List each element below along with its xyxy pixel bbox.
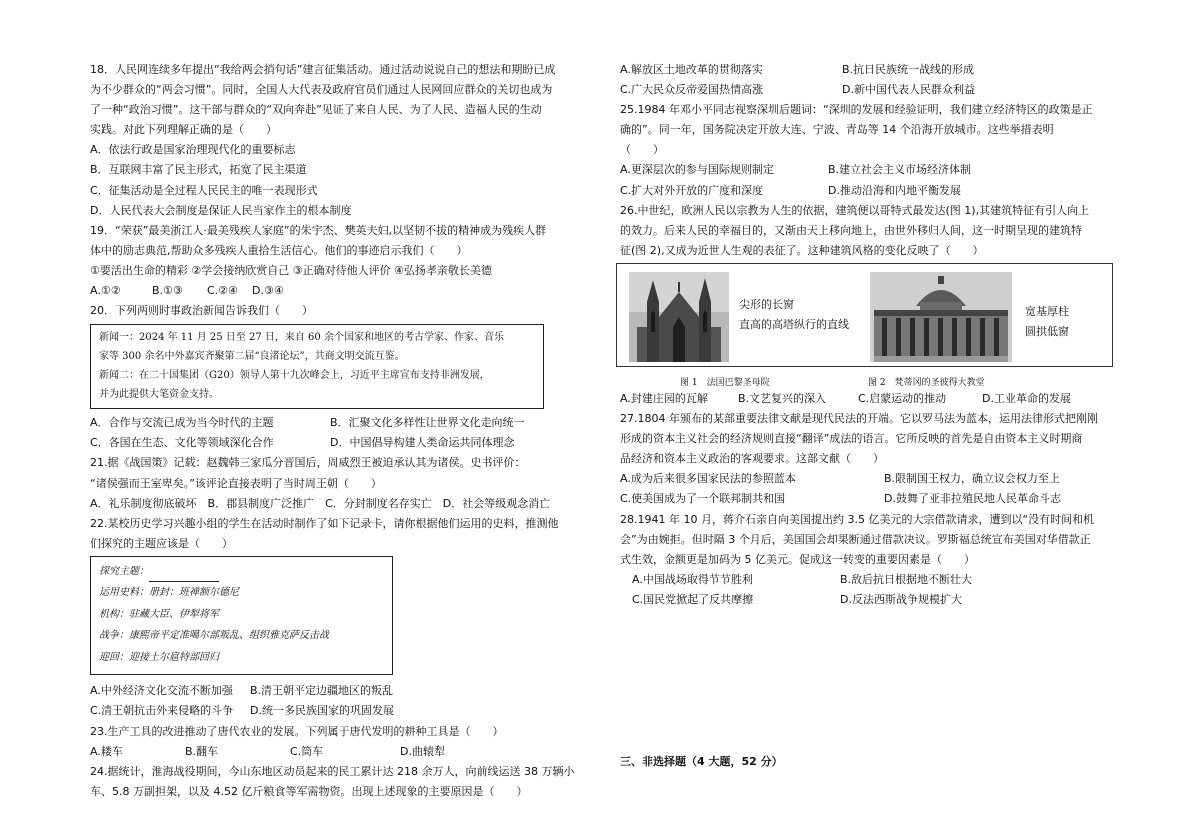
question-19 [90, 221, 582, 301]
question-25-option-a: A.更深层次的参与国际规则制定 [620, 163, 774, 177]
question-27-option-a: A.成为后来很多国家民法的参照蓝本 [620, 472, 796, 486]
question-23-option-c: C.筒车 [290, 744, 324, 758]
question-20-option-d: D．中国倡导构建人类命运共同体理念 [330, 436, 515, 450]
question-27-option-b: B.限制国王权力，确立议会权力至上 [884, 472, 1061, 486]
news-box [90, 324, 544, 409]
question-23-options [90, 742, 582, 762]
figure-captions [620, 367, 1110, 389]
record-card [90, 556, 393, 676]
question-25 [620, 100, 1110, 200]
question-27-option-c: C.使美国成为了一个联邦制共和国 [620, 492, 786, 506]
st-peters-basilica-image [870, 272, 1012, 362]
question-22-option-c: C.清王朝抗击外来侵略的斗争 [90, 704, 234, 718]
question-27-options-row-2 [620, 489, 1110, 509]
news-line-3: 新闻二：在二十国集团（G20）领导人第十九次峰会上，习近平主席宣布支持非洲发展， [99, 370, 490, 382]
question-26-option-b: B.文艺复兴的深入 [738, 391, 827, 405]
question-23-option-d: D.曲辕犁 [400, 744, 445, 758]
question-27-options-row-1 [620, 469, 1110, 489]
figure-1-label-line-1: 尖形的长窗 [739, 297, 794, 311]
question-28-options-row-1 [620, 570, 1110, 590]
question-28-option-c: C.国民党掀起了反共摩擦 [632, 592, 754, 606]
record-card-row-3: 战争：康熙帝平定准噶尔部叛乱、组织雅克萨反击战 [99, 630, 329, 642]
section-title-non-choice: 三、非选择题（4 大题，52 分） [620, 755, 783, 768]
right-column [620, 60, 1110, 610]
question-27-stem-line-3: 品经济和资本主义政治的客观要求。这部文献（ ） [620, 452, 884, 466]
question-18 [90, 60, 582, 221]
record-card-row-2: 机构：驻藏大臣、伊犁将军 [99, 608, 219, 620]
figure-1-label [739, 295, 849, 335]
question-28-option-d: D.反法西斯战争规模扩大 [840, 592, 962, 606]
question-27-option-d: D.鼓舞了亚非拉殖民地人民革命斗志 [884, 492, 1061, 506]
question-25-options-row-1 [620, 160, 1110, 180]
question-26-stem-line-1: 26.中世纪，欧洲人民以宗教为人生的依据，建筑便以哥特式最发达(图 1),其建筑特征有引人向上 [620, 203, 1090, 217]
topic-blank [149, 569, 219, 582]
question-24-stem-line-1: 24.据统计，淮海战役期间，今山东地区动员起来的民工累计达 218 余万人，向前线运送 38 万辆小 [90, 764, 575, 778]
question-19-stem-line-2: 体中的励志典范,帮助众多残疾人重拾生活信心。他们的事迹启示我们（ ） [90, 243, 468, 257]
question-18-option-d: D．人民代表大会制度是保证人民当家作主的根本制度 [90, 203, 352, 217]
question-24-option-d: D.新中国代表人民群众利益 [842, 83, 975, 97]
figure-2-label-line-2: 圆拱低窗 [1025, 324, 1069, 338]
question-27 [620, 409, 1110, 509]
question-24-option-a: A.解放区土地改革的贯彻落实 [620, 63, 763, 76]
question-25-option-b: B.建立社会主义市场经济体制 [828, 163, 972, 177]
question-18-option-a: A．依法行政是国家治理现代化的重要标志 [90, 143, 296, 157]
question-27-stem-line-1: 27.1804 年颁布的某部重要法律文献是现代民法的开端。它以罗马法为蓝本，运用法律形式把刚刚 [620, 412, 1098, 426]
question-23-option-b: B.翻车 [185, 744, 219, 758]
question-23-option-a: A.耧车 [90, 744, 123, 758]
question-20-option-b: B．汇聚文化多样性让世界文化走向统一 [330, 416, 525, 430]
question-26-stem-line-2: 的效力。后来人民的幸福目的，又渐由天上移向地上，由世外移归人间，这一时期呈现的建筑特 [620, 223, 1082, 237]
question-28-stem-line-1: 28.1941 年 10 月，蒋介石亲自向美国提出约 3.5 亿美元的大宗借款请求，遭到以“没有时间和机 [620, 512, 1095, 526]
question-18-stem-line-2: 为不少群众的“两会习惯”。同时，全国人大代表及政府官员们通过人民网回应群众的关切也成为 [90, 83, 553, 97]
question-21-stem-line-1: 21.据《战国策》记载：赵魏韩三家瓜分晋国后，周威烈王被迫承认其为诸侯。史书评价： [90, 456, 526, 470]
question-18-stem-line-4: 实践。对此下列理解正确的是（ ） [90, 123, 277, 137]
figure-2-caption: 图 2 梵蒂冈的圣彼得大教堂 [868, 377, 985, 388]
gothic-cathedral-image [629, 272, 729, 362]
question-27-stem-line-2: 形成的资本主义社会的经济规则直接“翻译”成法的语言。它所反映的首先是自由资本主义时期商 [620, 432, 1083, 446]
question-18-option-b: B．互联网丰富了民主形式，拓宽了民主渠道 [90, 163, 307, 177]
question-25-stem-line-3: （ ） [620, 143, 664, 157]
question-28-option-a: A.中国战场取得节节胜利 [632, 572, 753, 586]
question-20-stem: 20．下列两则时事政治新闻告诉我们（ ） [90, 304, 313, 318]
question-28-stem-line-2: 会”为由婉拒。但时隔 3 个月后，美国国会却果断通过借款决议。罗斯福总统宣布美国对华借款正 [620, 532, 1091, 546]
record-card-topic [99, 561, 384, 583]
architecture-figure-box [616, 263, 1113, 367]
question-19-option-a: A.①② [90, 284, 121, 298]
figure-1-label-line-2: 直高的高塔纵行的直线 [739, 317, 849, 331]
question-21-options: A．礼乐制度彻底破坏 B．郡县制度广泛推广 C．分封制度名存实亡 D．社会等级观念消亡 [90, 496, 551, 510]
question-25-stem-line-2: 确的”。同一年，国务院决定开放大连、宁波、青岛等 14 个沿海开放城市。这些举措表明 [620, 123, 1054, 137]
question-22-options-row-1 [90, 681, 582, 701]
question-25-options-row-2 [620, 181, 1110, 201]
question-19-option-b: B.①③ [152, 284, 183, 298]
news-line-1: 新闻一：2024 年 11 月 25 日至 27 日，来自 60 余个国家和地区的考古学家、作家、音乐 [99, 332, 504, 344]
question-20-option-c: C．各国在生态、文化等领域深化合作 [90, 436, 274, 450]
question-23-stem: 23.生产工具的改进推动了唐代农业的发展。下列属于唐代发明的耕种工具是（ ） [90, 724, 504, 738]
question-24-stem-line-2: 车、5.8 万副担架，以及 4.52 亿斤粮食等军需物资。出现上述现象的主要原因是（ ） [90, 784, 528, 798]
question-22-options-row-2 [90, 701, 582, 721]
question-26-stem-line-3: 征(图 2),又成为近世人生观的表征了。这种建筑风格的变化反映了（ ） [620, 243, 984, 257]
gothic-cathedral-photo [629, 272, 729, 362]
question-22-option-d: D.统一多民族国家的巩固发展 [250, 704, 394, 718]
question-21-stem-line-2: “诸侯强而王室卑矣。”该评论直接表明了当时周王朝（ ） [90, 476, 382, 490]
record-card-row-1: 运用史料：册封：班禅额尔德尼 [99, 587, 239, 599]
record-card-row-4: 迎回：迎接土尔扈特部回归 [99, 651, 219, 663]
question-24 [90, 762, 582, 802]
question-18-stem-line-3: 了一种“政治习惯”。这干部与群众的“双向奔赴”见证了来自人民、为了人民、造福人民的生动 [90, 103, 542, 117]
question-22-stem-line-1: 22.某校历史学习兴趣小组的学生在活动时制作了如下记录卡，请你根据他们运用的史料，推测他 [90, 516, 559, 530]
question-24-options-row-1 [620, 60, 1110, 80]
question-28-option-b: B.敌后抗日根据地不断壮大 [840, 572, 973, 586]
figure-2-label-line-1: 宽基厚柱 [1025, 304, 1069, 318]
question-19-options [90, 281, 582, 301]
news-line-4: 并为此提供大笔资金支持。 [99, 389, 219, 401]
question-19-option-d: D.③④ [252, 284, 284, 298]
question-28-stem-line-3: 式生效，金额更是加码为 5 亿美元。促成这一转变的重要因素是（ ） [620, 552, 975, 566]
question-24-option-c: C.广大民众反帝爱国热情高涨 [620, 83, 764, 97]
question-22-stem-line-2: 们探究的主题应该是（ ） [90, 536, 233, 550]
figure-2-label [1025, 302, 1069, 342]
question-22-option-b: B.清王朝平定边疆地区的叛乱 [250, 684, 394, 698]
question-20-options-row-1 [90, 413, 582, 433]
question-20-option-a: A．合作与交流已成为当今时代的主题 [90, 416, 274, 430]
question-26-option-a: A.封建庄园的瓦解 [620, 391, 708, 405]
question-22 [90, 514, 582, 722]
question-20-options-row-2 [90, 433, 582, 453]
question-25-stem-line-1: 25.1984 年邓小平同志视察深圳后题词：“深圳的发展和经验证明，我们建立经济特区的政策是正 [620, 103, 1093, 117]
question-24-option-b: B.抗日民族统一战线的形成 [842, 63, 975, 76]
question-28 [620, 510, 1110, 610]
question-19-stem-line-1: 19．“荣获”最美浙江人·最美残疾人家庭”的朱宇杰、樊英夫妇,以坚韧不拔的精神成为残疾人群 [90, 223, 547, 237]
left-column [90, 60, 582, 802]
question-26 [620, 201, 1110, 409]
question-18-stem-line-1: 18．人民网连续多年提出“我给两会捎句话”建言征集活动。通过活动说说自己的想法和期盼已成 [90, 63, 556, 76]
question-24-options-row-2 [620, 80, 1110, 100]
question-28-options-row-2 [620, 590, 1110, 610]
question-23 [90, 722, 582, 762]
question-26-option-d: D.工业革命的发展 [982, 391, 1071, 405]
question-19-option-c: C.②④ [207, 284, 238, 298]
question-20 [90, 301, 582, 453]
question-25-option-c: C.扩大对外开放的广度和深度 [620, 183, 764, 197]
record-card-topic-label: 探究主题： [99, 565, 149, 577]
question-22-option-a: A.中外经济文化交流不断加强 [90, 684, 233, 698]
question-18-option-c: C．征集活动是全过程人民民主的唯一表现形式 [90, 183, 318, 197]
figure-1-caption: 图 1 法国巴黎圣母院 [680, 377, 770, 388]
news-line-2: 家等 300 余名中外嘉宾齐聚第二届“良渚论坛”，共商文明交流互鉴。 [99, 351, 405, 363]
st-peters-basilica-photo [870, 272, 1012, 362]
question-21 [90, 453, 582, 513]
question-26-option-c: C.启蒙运动的推动 [858, 391, 947, 405]
question-19-statements: ①要活出生命的精彩 ②学会接纳欣赏自己 ③正确对待他人评价 ④弘扬孝亲敬长美德 [90, 263, 492, 277]
question-25-option-d: D.推动沿海和内地平衡发展 [828, 183, 961, 197]
